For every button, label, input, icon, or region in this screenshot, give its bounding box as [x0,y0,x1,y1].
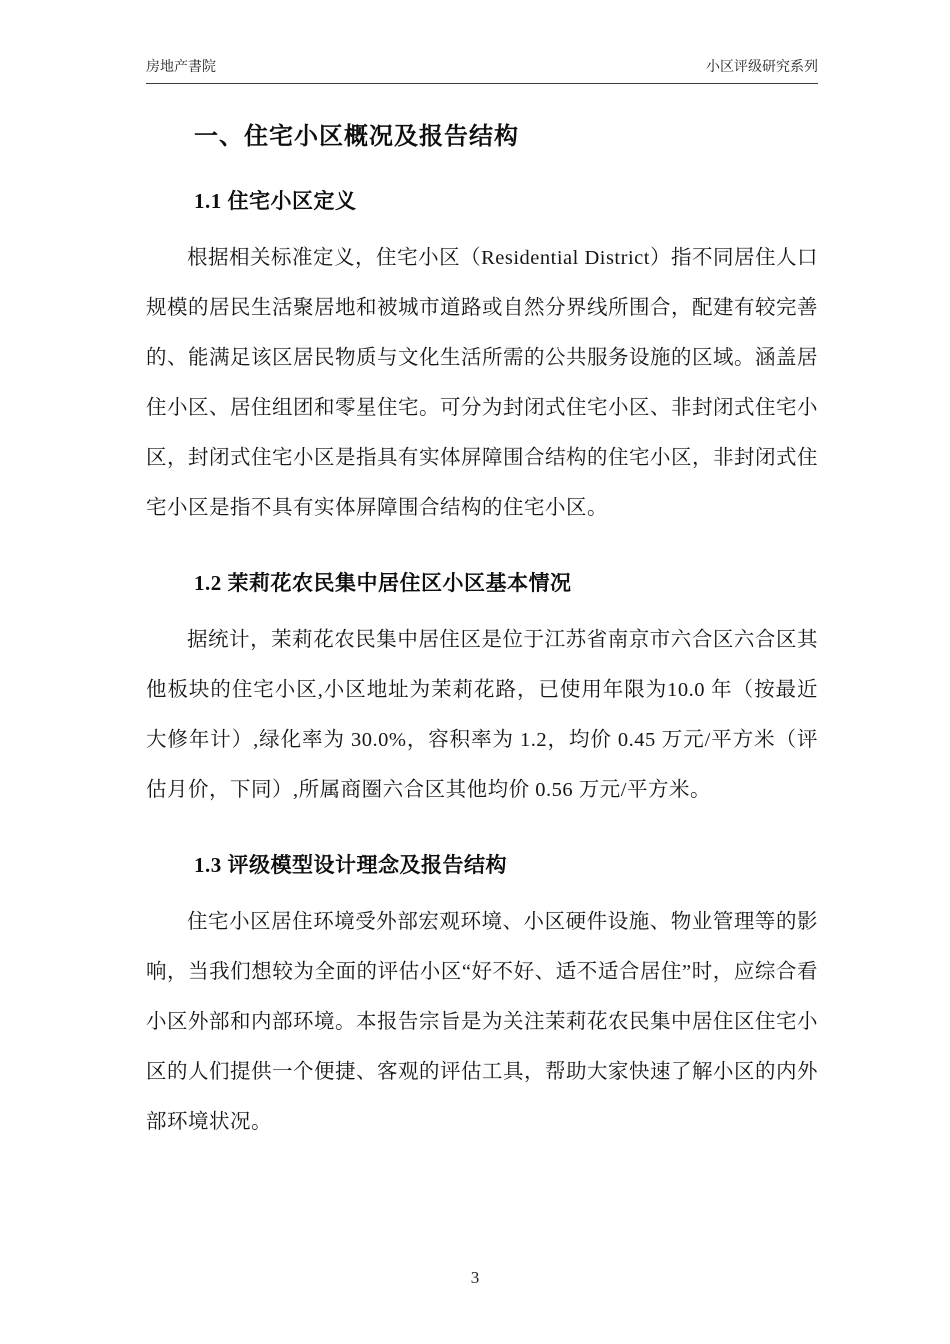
page-footer [0,1268,950,1288]
section-paragraph-1-1: 根据相关标准定义，住宅小区（Residential District）指不同居住人口规模的居民生活聚居地和被城市道路或自然分界线所围合，配建有较完善的、能满足该区居民物质与文化生活所需的公共服务设施的区域。涵盖居住小区、居住组团和零星住宅。可分为封闭式住宅小区、非封闭式住宅小区，封闭式住宅小区是指具有实体屏障围合结构的住宅小区，非封闭式住宅小区是指不具有实体屏障围合结构的住宅小区。 [146,247,818,519]
section-paragraph-1-3: 住宅小区居住环境受外部宏观环境、小区硬件设施、物业管理等的影响，当我们想较为全面的评估小区“好不好、适不适合居住”时，应综合看小区外部和内部环境。本报告宗旨是为关注茉莉花农民集中居住区住宅小区的人们提供一个便捷、客观的评估工具，帮助大家快速了解小区的内外部环境状况。 [146,911,818,1133]
header-left-text: 房地产書院 [146,58,216,74]
section-heading-1-2: 1.2 茉莉花农民集中居住区小区基本情况 [194,571,572,595]
header-right-text: 小区评级研究系列 [706,58,818,74]
section-paragraph-1-2: 据统计，茉莉花农民集中居住区是位于江苏省南京市六合区六合区其他板块的住宅小区,小区地址为茉莉花路，已使用年限为10.0 年（按最近大修年计）,绿化率为 30.0%，容积率为 1.2，均价 0.45 万元/平方米（评估月价，下同）,所属商圈六合区其他均价 0.56 万元/平方米。 [146,629,818,801]
page-title: 一、住宅小区概况及报告结构 [194,124,519,150]
section-1-3 [146,849,818,1147]
section-1-2 [146,567,818,815]
page-number: 3 [470,1268,480,1287]
section-1-1 [146,185,818,533]
header-divider [146,83,818,84]
section-heading-1-1: 1.1 住宅小区定义 [194,189,357,213]
page-header [146,56,818,83]
section-heading-1-3: 1.3 评级模型设计理念及报告结构 [194,853,507,877]
